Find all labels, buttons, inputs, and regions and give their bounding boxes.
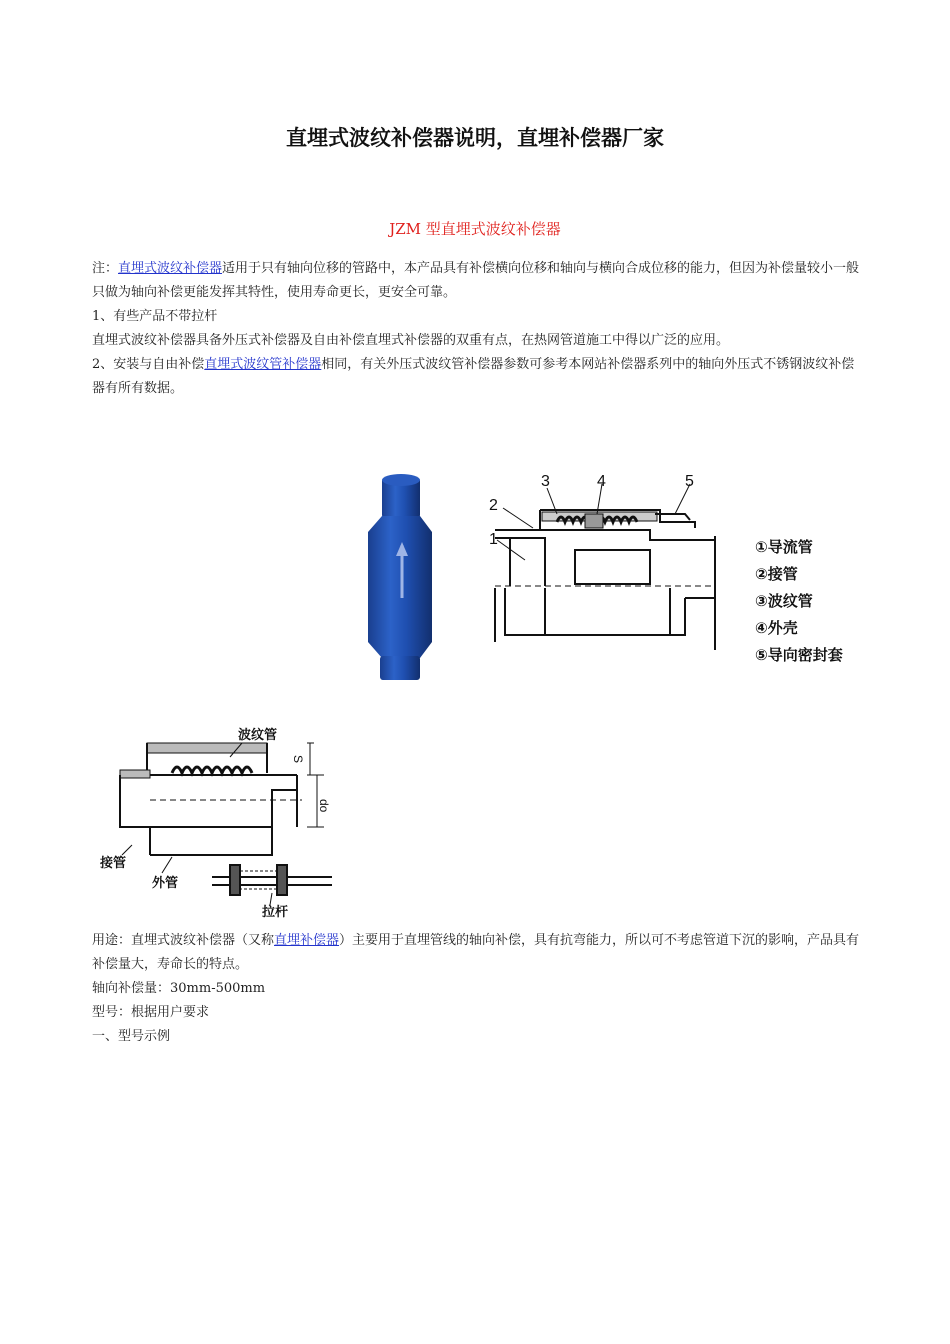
usage-text: ）主要用于直埋管线的轴向补偿，具有抗弯能力，所以可不考虑管道下沉的影响，产品具有补偿量大，寿命长的特点。 — [92, 933, 860, 972]
page-title: 直埋式波纹补偿器说明，直埋补偿器厂家 — [286, 126, 664, 150]
callout-4: 4 — [597, 473, 606, 490]
usage-block — [92, 929, 860, 1049]
callout-2: 2 — [489, 497, 498, 514]
legend-2: ②接管 — [755, 565, 798, 583]
note-prefix: 注： — [92, 261, 119, 276]
legend-1: ①导流管 — [755, 538, 813, 556]
link-direct-buried-compensator[interactable]: 直埋补偿器 — [274, 933, 340, 948]
callout-1: 1 — [489, 531, 498, 548]
section-subtitle: JZM 型直埋式波纹补偿器 — [389, 220, 561, 238]
section-heading-model-example: 一、型号示例 — [92, 1029, 171, 1044]
link-direct-buried-bellows[interactable]: 直埋式波纹补偿器 — [118, 261, 223, 276]
item-2 — [92, 353, 860, 401]
label-outer-tube: 外管 — [152, 876, 179, 891]
note-text: 适用于只有轴向位移的管路中，本产品具有补偿横向位移和轴向与横向合成位移的能力，但因为补偿量较小一般只做为轴向补偿更能发挥其特性，使用寿命更长，更安全可靠。 — [92, 261, 860, 300]
axial-compensation: 轴向补偿量：30mm-500mm — [92, 981, 266, 996]
label-bellows: 波纹管 — [238, 728, 278, 743]
product-photo — [360, 470, 440, 685]
legend-5: ⑤导向密封套 — [755, 646, 843, 664]
section-diagram — [485, 470, 865, 680]
item-1-text: 直埋式波纹补偿器具备外压式补偿器及自由补偿直埋式补偿器的双重有点，在热网管道施工中得以广泛的应用。 — [92, 333, 730, 348]
item-2-prefix: 2、安装与自由补偿 — [92, 357, 205, 372]
label-tie-rod: 拉杆 — [262, 905, 289, 920]
callout-5: 5 — [685, 473, 694, 490]
legend-4: ④外壳 — [755, 619, 798, 637]
legend-3: ③波纹管 — [755, 592, 813, 610]
item-2-text: 相同，有关外压式波纹管补偿器参数可参考本网站补偿器系列中的轴向外压式不锈钢波纹补偿器有所有数据。 — [92, 357, 855, 396]
usage-prefix: 用途：直埋式波纹补偿器（又称 — [92, 933, 275, 948]
intro-block — [92, 257, 860, 401]
model-line: 型号：根据用户要求 — [92, 1005, 210, 1020]
dim-s: S — [291, 755, 305, 764]
label-connector: 接管 — [100, 856, 127, 871]
usage-paragraph — [92, 929, 860, 977]
section-diagram-tie-rod — [92, 715, 342, 920]
callout-3: 3 — [541, 473, 550, 490]
note-paragraph — [92, 257, 860, 305]
link-direct-buried-bellows-tube[interactable]: 直埋式波纹管补偿器 — [204, 357, 322, 372]
item-1: 1、有些产品不带拉杆 — [92, 309, 218, 324]
dim-do: do — [317, 799, 331, 813]
